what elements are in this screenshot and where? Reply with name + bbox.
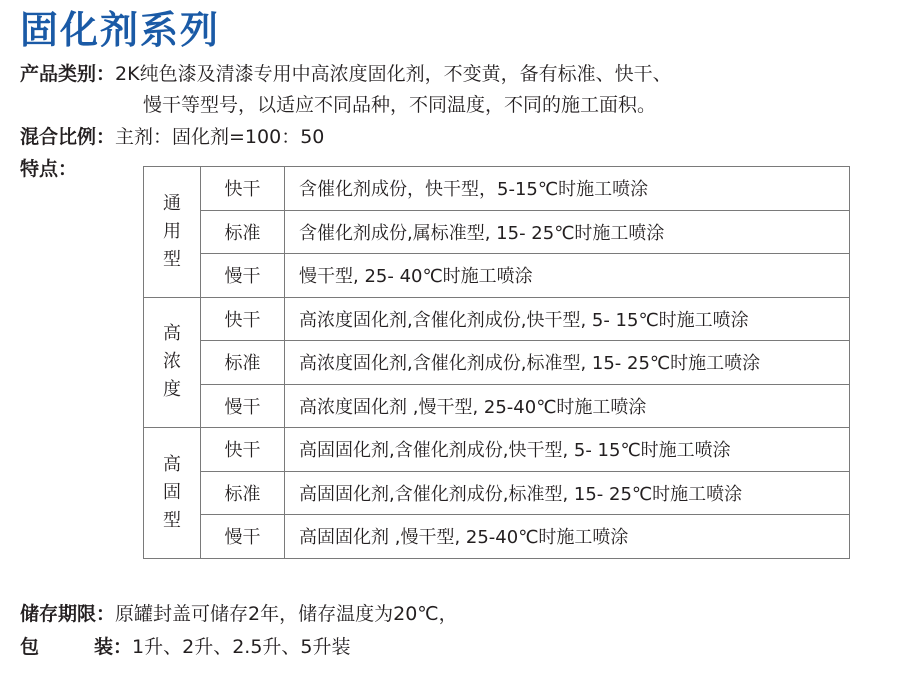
- ratio-value: 主剂：固化剂=100：50: [115, 126, 325, 148]
- spec-table: [143, 166, 850, 559]
- packaging-row: [20, 632, 351, 662]
- type-cell: 标准: [201, 341, 285, 385]
- features-row: [20, 154, 77, 184]
- page-title: 固化剂系列: [20, 8, 221, 52]
- type-cell: 标准: [201, 471, 285, 515]
- table-row: [144, 471, 850, 515]
- type-cell: 快干: [201, 428, 285, 472]
- packaging-label-a: 包: [20, 636, 40, 658]
- shelf-value: 原罐封盖可储存2年，储存温度为20℃，: [115, 603, 458, 625]
- table-row: [144, 384, 850, 428]
- table-row: [144, 297, 850, 341]
- desc-cell: 高浓度固化剂,含催化剂成份,快干型, 5- 15℃时施工喷涂: [285, 297, 850, 341]
- table-row: [144, 254, 850, 298]
- table-row: [144, 341, 850, 385]
- group-cell: [144, 167, 201, 298]
- shelf-label: 储存期限：: [20, 603, 116, 625]
- table-row: [144, 428, 850, 472]
- group-char: 通: [163, 192, 181, 214]
- group-char: 固: [163, 481, 181, 503]
- type-cell: 快干: [201, 167, 285, 211]
- type-cell: 慢干: [201, 515, 285, 559]
- type-cell: 标准: [201, 210, 285, 254]
- group-char: 高: [163, 323, 181, 345]
- packaging-value: 1升、2升、2.5升、5升装: [132, 636, 351, 658]
- table-row: [144, 515, 850, 559]
- group-char: 浓: [163, 351, 181, 373]
- shelf-row: [20, 599, 458, 629]
- category-line-2: 慢干等型号，以适应不同品种，不同温度，不同的施工面积。: [143, 94, 657, 116]
- packaging-label-b: 装：: [94, 636, 133, 658]
- type-cell: 快干: [201, 297, 285, 341]
- ratio-label: 混合比例：: [20, 126, 116, 148]
- category-row: [20, 59, 672, 89]
- group-cell: [144, 428, 201, 559]
- type-cell: 慢干: [201, 384, 285, 428]
- group-char: 高: [163, 453, 181, 475]
- desc-cell: 含催化剂成份,属标准型, 15- 25℃时施工喷涂: [285, 210, 850, 254]
- desc-cell: 高固固化剂,含催化剂成份,标准型, 15- 25℃时施工喷涂: [285, 471, 850, 515]
- group-char: 度: [163, 379, 181, 401]
- ratio-row: [20, 122, 324, 152]
- group-cell: [144, 297, 201, 428]
- group-char: 型: [163, 248, 181, 270]
- desc-cell: 含催化剂成份，快干型，5-15℃时施工喷涂: [285, 167, 850, 211]
- features-label: 特点：: [20, 158, 78, 180]
- desc-cell: 高浓度固化剂,含催化剂成份,标准型, 15- 25℃时施工喷涂: [285, 341, 850, 385]
- desc-cell: 慢干型, 25- 40℃时施工喷涂: [285, 254, 850, 298]
- desc-cell: 高浓度固化剂 ,慢干型, 25-40℃时施工喷涂: [285, 384, 850, 428]
- table-row: [144, 167, 850, 211]
- category-line-1: 2K纯色漆及清漆专用中高浓度固化剂，不变黄，备有标准、快干、: [115, 63, 672, 85]
- desc-cell: 高固固化剂,含催化剂成份,快干型, 5- 15℃时施工喷涂: [285, 428, 850, 472]
- group-char: 用: [163, 220, 181, 242]
- category-label: 产品类别：: [20, 63, 116, 85]
- group-char: 型: [163, 509, 181, 531]
- table-row: [144, 210, 850, 254]
- type-cell: 慢干: [201, 254, 285, 298]
- desc-cell: 高固固化剂 ,慢干型, 25-40℃时施工喷涂: [285, 515, 850, 559]
